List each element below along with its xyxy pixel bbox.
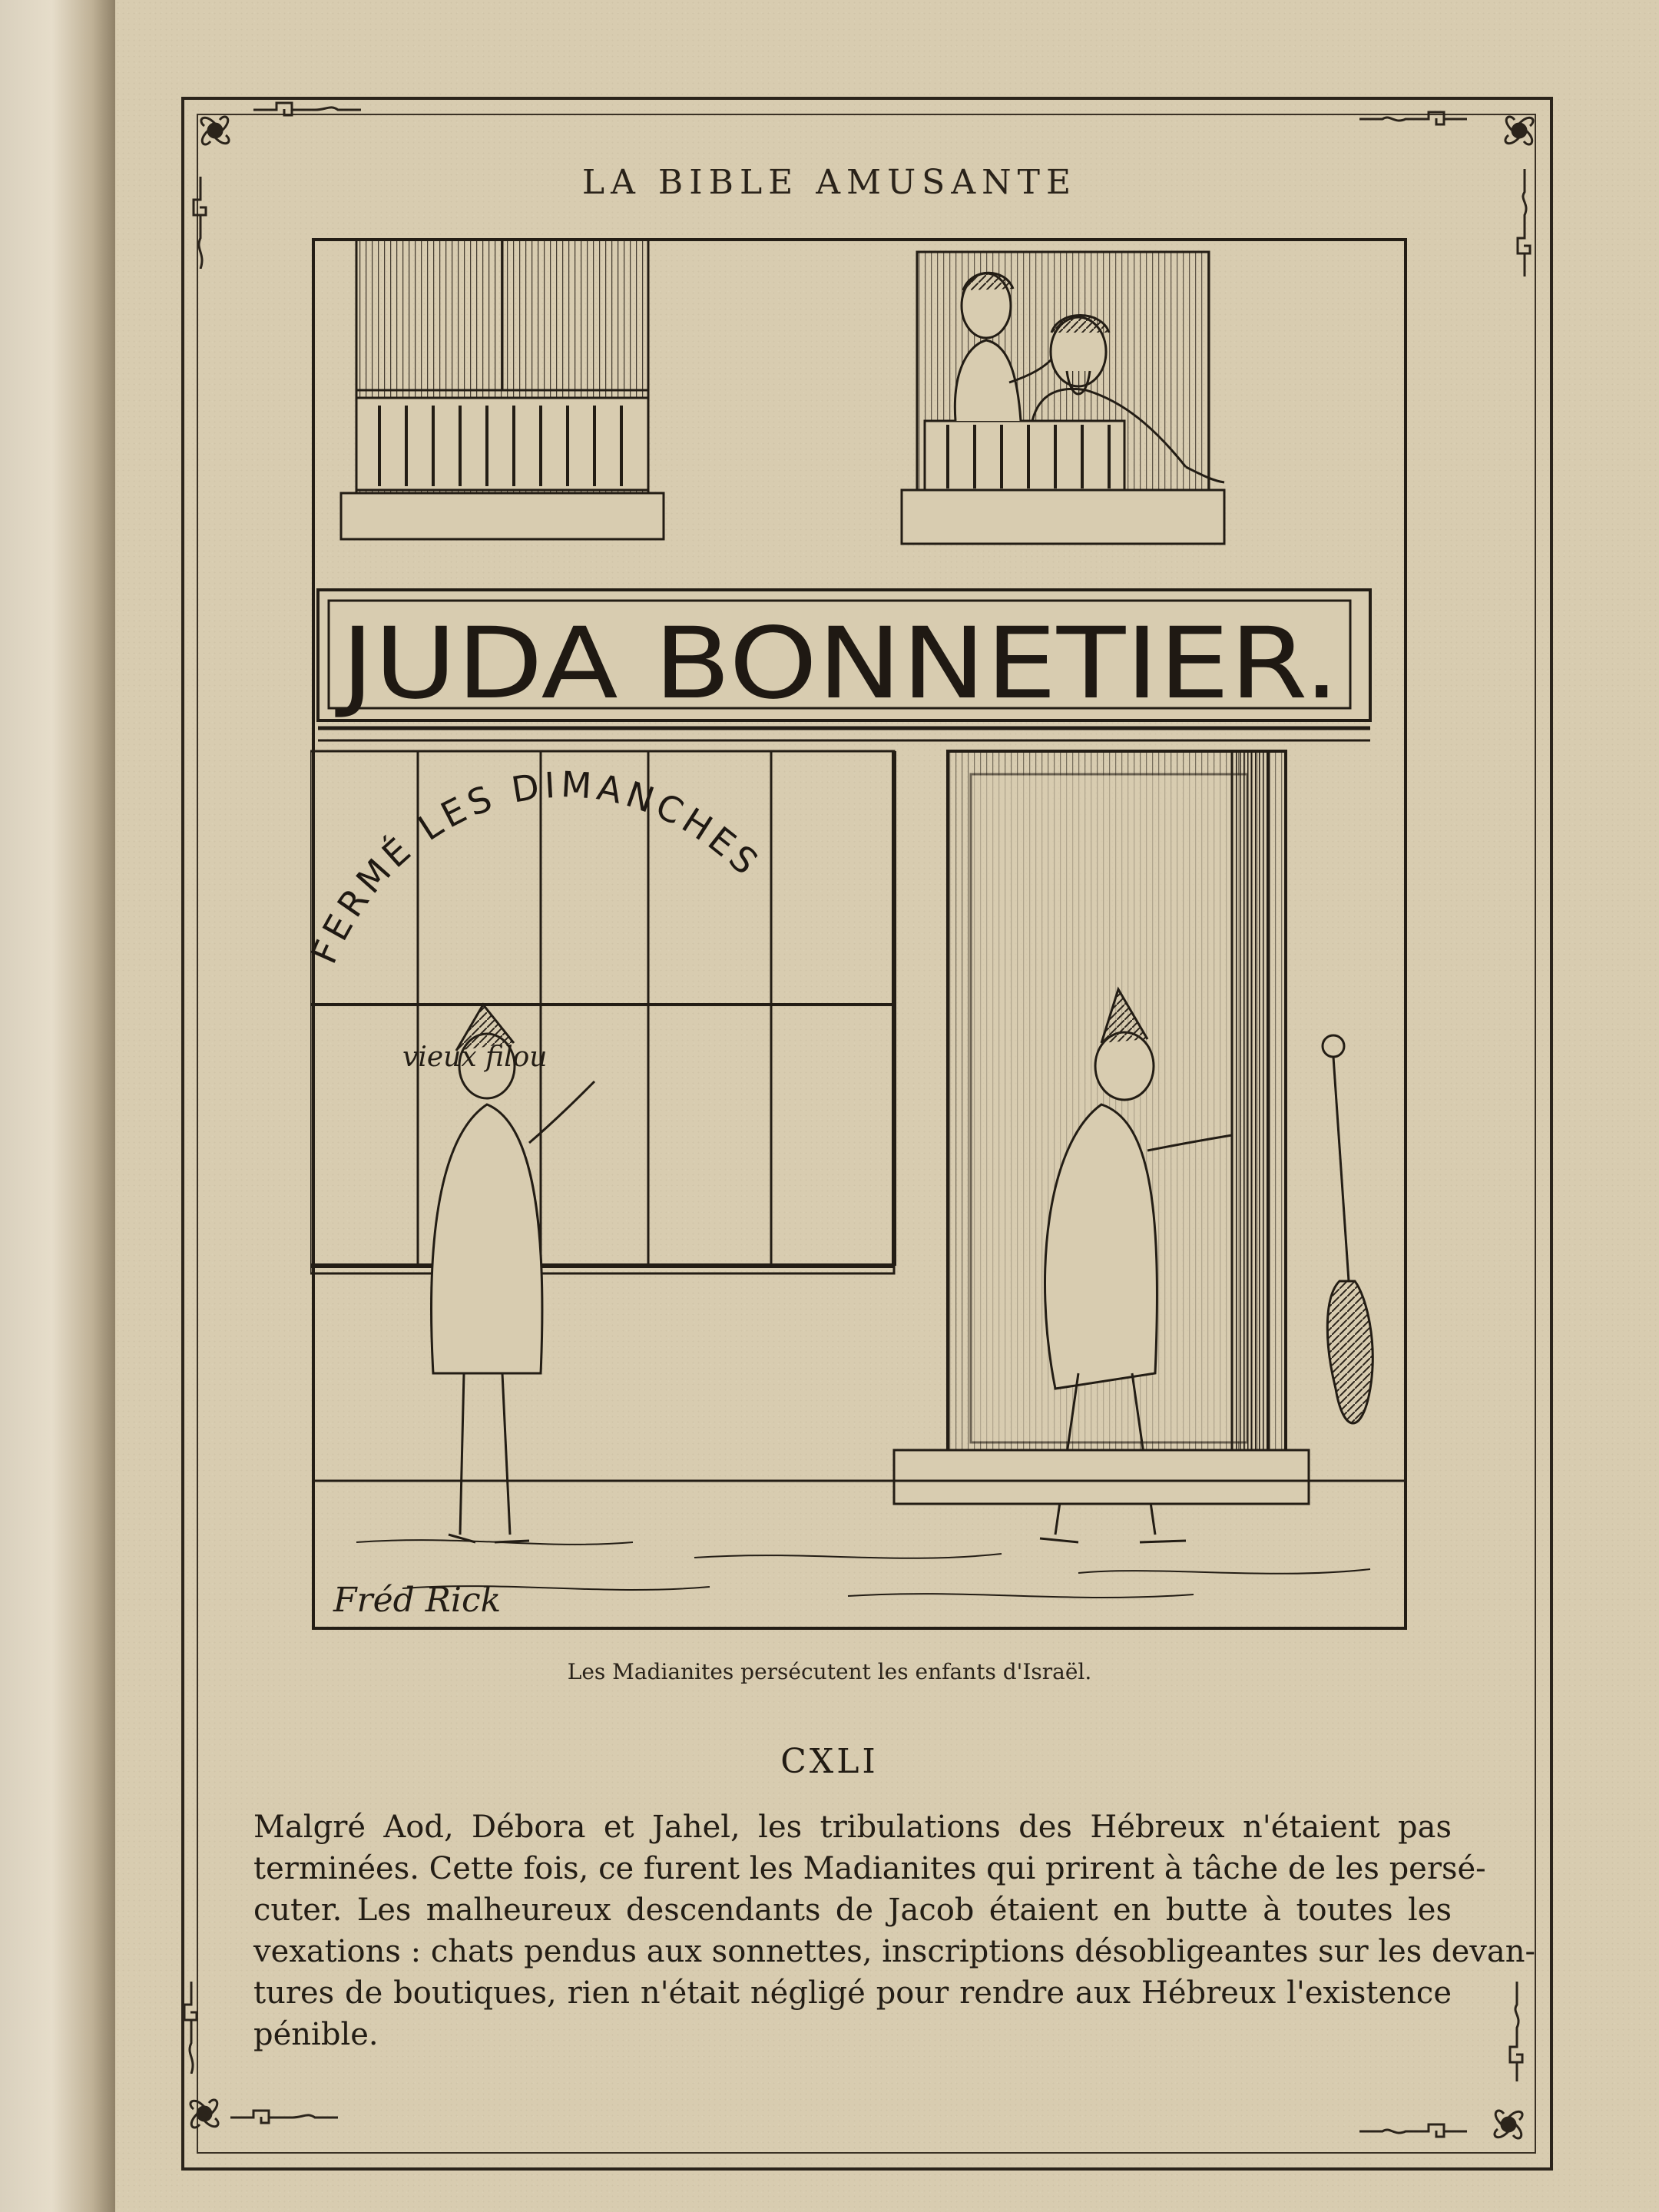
body-line: cuter. Les malheureux descendants de Jacob étaient en butte à toutes les [253, 1892, 1452, 1928]
corner-ornament-top-left-icon [181, 97, 250, 166]
corner-ornament-top-right-icon [1484, 97, 1553, 166]
body-line: tures de boutiques, rien n'était négligé pour rendre aux Hébreux l'existence [253, 1975, 1452, 2011]
shop-sign-text: JUDA BONNETIER. [334, 607, 1339, 721]
greek-key-ornament-icon [1359, 108, 1467, 131]
illustration-caption: Les Madianites persécutent les enfants d'Israël. [567, 1659, 1092, 1684]
greek-key-ornament-icon [230, 2106, 338, 2129]
greek-key-ornament-icon [1505, 1982, 1528, 2081]
greek-key-ornament-icon [253, 98, 361, 121]
book-spine [0, 0, 115, 2212]
graffiti-text: vieux filou [402, 1041, 548, 1073]
artist-signature: Fréd Rick [333, 1581, 502, 1620]
body-line: Malgré Aod, Débora et Jahel, les tribulations des Hébreux n'étaient pas [253, 1810, 1452, 1845]
greek-key-ornament-icon [180, 1982, 203, 2074]
body-line: pénible. [253, 2017, 379, 2052]
running-head: LA BIBLE AMUSANTE [581, 163, 1078, 202]
corner-ornament-bottom-left-icon [171, 2078, 240, 2147]
window-inscription-text: ERMÉ LES DIMANCHES [314, 763, 770, 948]
greek-key-ornament-icon [1359, 2120, 1467, 2143]
body-paragraph [253, 1806, 1536, 2055]
body-line: vexations : chats pendus aux sonnettes, inscriptions désobligeantes sur les devan- [253, 1934, 1536, 1969]
engraving-illustration [310, 237, 1409, 1631]
corner-ornament-bottom-right-icon [1473, 2089, 1542, 2158]
body-line: terminées. Cette fois, ce furent les Madianites qui prirent à tâche de les persé- [253, 1851, 1486, 1886]
chapter-number: CXLI [780, 1742, 879, 1781]
